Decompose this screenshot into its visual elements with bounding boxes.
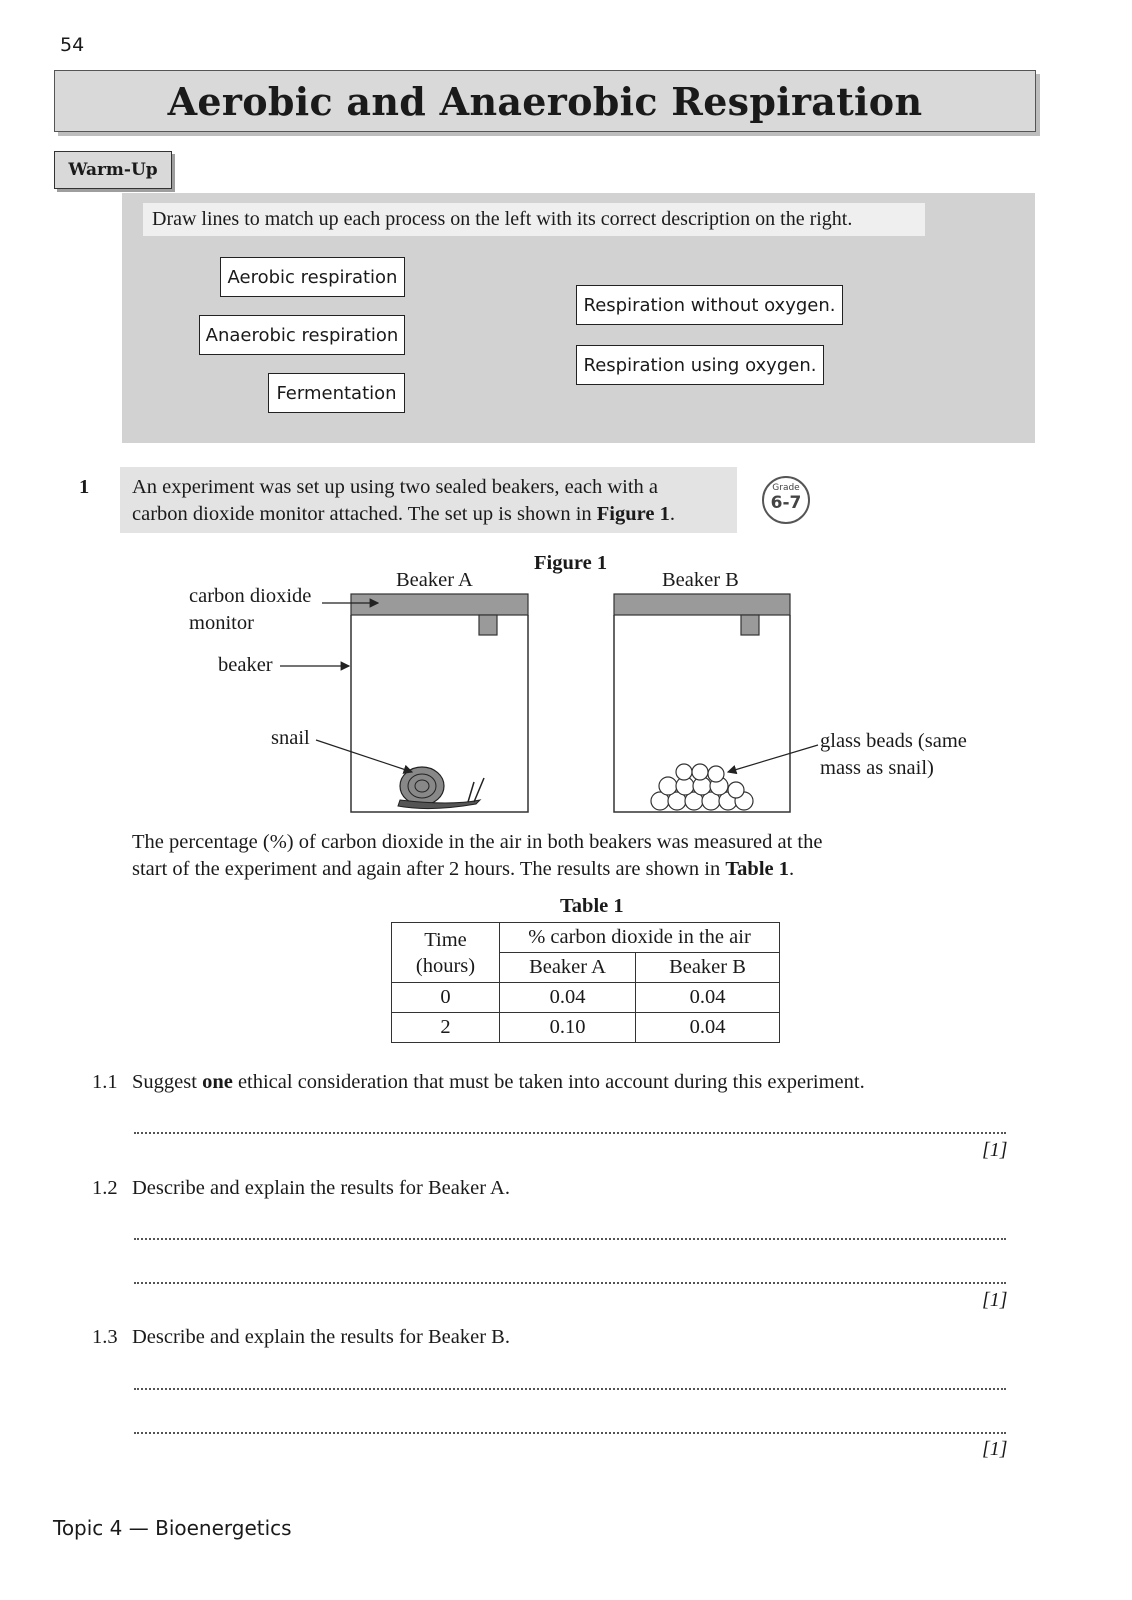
results-line2-bold: Table 1 (725, 858, 789, 880)
q1-2-number: 1.2 (92, 1177, 118, 1199)
warmup-instruction: Draw lines to match up each process on the left with its correct description on the right. (143, 203, 925, 236)
co2-monitor-label-line1: carbon dioxide (189, 585, 312, 607)
page-title: Aerobic and Anaerobic Respiration (167, 78, 923, 124)
co2-monitor-label (189, 583, 311, 637)
table-cell-time: 0 (392, 983, 500, 1013)
co2-monitor-label-line2: monitor (189, 612, 254, 634)
q1-3-answer-line-2[interactable] (134, 1432, 1006, 1434)
glass-beads-label-line2: mass as snail) (820, 757, 934, 779)
figure-1-title: Figure 1 (534, 552, 608, 574)
table-header-time-line1: Time (424, 928, 467, 951)
q1-1-mark: [1] (982, 1139, 1008, 1161)
q1-2-answer-line-1[interactable] (134, 1238, 1006, 1240)
table-cell-beaker-b: 0.04 (636, 1013, 780, 1043)
table-row (392, 1013, 780, 1043)
table-cell-beaker-a: 0.04 (500, 983, 636, 1013)
results-line2 (132, 856, 822, 883)
process-box-anaerobic[interactable]: Anaerobic respiration (199, 315, 405, 355)
question-1-intro-line1: An experiment was set up using two sealed beakers, each with a (132, 476, 659, 498)
snail-drawing (398, 767, 484, 809)
footer-topic: Topic 4 — Bioenergetics (53, 1516, 292, 1540)
q1-1-number: 1.1 (92, 1071, 118, 1093)
q1-2-text: Describe and explain the results for Beaker A. (132, 1177, 510, 1199)
warmup-tab: Warm-Up (54, 151, 172, 189)
page-number: 54 (60, 34, 85, 56)
table-header-time (392, 923, 500, 983)
q1-1-answer-line[interactable] (134, 1132, 1006, 1134)
q1-3-answer-line-1[interactable] (134, 1388, 1006, 1390)
beaker-label: beaker (218, 654, 273, 676)
q1-1-text-bold: one (202, 1071, 233, 1093)
glass-beads-pointer (728, 745, 818, 772)
q1-1-text-end: ethical consideration that must be taken into account during this experiment. (232, 1071, 865, 1093)
table-cell-beaker-b: 0.04 (636, 983, 780, 1013)
table-1 (391, 922, 780, 1043)
table-cell-beaker-a: 0.10 (500, 1013, 636, 1043)
q1-3-number: 1.3 (92, 1326, 118, 1348)
snail-label: snail (271, 727, 310, 749)
table-header-beaker-b: Beaker B (636, 953, 780, 983)
process-box-aerobic[interactable]: Aerobic respiration (220, 257, 405, 297)
question-1-number: 1 (79, 476, 90, 498)
grade-value: 6-7 (770, 493, 802, 513)
results-line2-end: . (789, 858, 795, 880)
q1-1-text (132, 1069, 865, 1096)
beaker-a-label: Beaker A (396, 569, 473, 591)
table-row (392, 983, 780, 1013)
q1-2-answer-line-2[interactable] (134, 1282, 1006, 1284)
table-1-title: Table 1 (560, 895, 624, 917)
glass-beads-label (820, 728, 967, 782)
table-header-time-line2: (hours) (415, 954, 476, 977)
description-box-without-oxygen[interactable]: Respiration without oxygen. (576, 285, 843, 325)
q1-1-text-start: Suggest (132, 1071, 203, 1093)
intro-line2-bold: Figure 1 (596, 503, 670, 525)
results-line2-text: start of the experiment and again after 2 hours. The results are shown in (132, 858, 726, 880)
q1-2-mark: [1] (982, 1289, 1008, 1311)
snail-pointer (316, 740, 412, 772)
grade-label: Grade (772, 483, 800, 493)
glass-beads-drawing (651, 764, 753, 810)
beaker-b-label: Beaker B (662, 569, 739, 591)
process-box-fermentation[interactable]: Fermentation (268, 373, 405, 413)
description-box-using-oxygen[interactable]: Respiration using oxygen. (576, 345, 824, 385)
results-line1: The percentage (%) of carbon dioxide in the air in both beakers was measured at the (132, 831, 823, 853)
q1-3-mark: [1] (982, 1438, 1008, 1460)
table-header-group: % carbon dioxide in the air (500, 923, 780, 953)
table-header-beaker-a: Beaker A (500, 953, 636, 983)
intro-line2-end: . (669, 503, 675, 525)
glass-beads-label-line1: glass beads (same (820, 730, 967, 752)
table-cell-time: 2 (392, 1013, 500, 1043)
intro-line2-text: carbon dioxide monitor attached. The set up is shown in (132, 503, 597, 525)
q1-3-text: Describe and explain the results for Beaker B. (132, 1326, 510, 1348)
results-paragraph (132, 829, 822, 883)
